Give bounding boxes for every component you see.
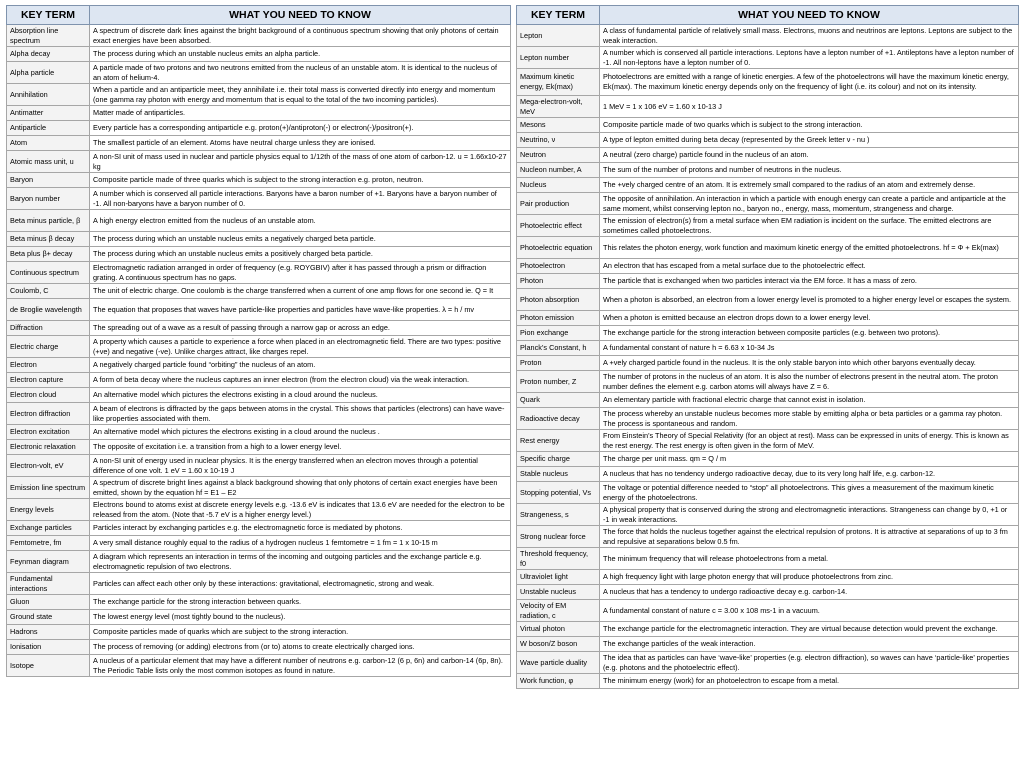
glossary-row bbox=[517, 467, 1019, 482]
definition-cell: The process during which an unstable nucleus emits a positively charged beta particle. bbox=[90, 247, 511, 262]
definition-cell: A class of fundamental particle of relatively small mass. Electrons, muons and neutrinos are leptons. Leptons are subject to the weak interaction. bbox=[600, 25, 1019, 47]
definition-cell: Particles can affect each other only by these interactions: gravitational, electromagnetic, strong and weak. bbox=[90, 573, 511, 595]
term-cell: Femtometre, fm bbox=[7, 536, 90, 551]
definition-cell: The unit of electric charge. One coulomb is the charge transferred when a current of one amp flows for one second ie. Q = It bbox=[90, 284, 511, 299]
glossary-row bbox=[517, 133, 1019, 148]
glossary-row bbox=[517, 622, 1019, 637]
term-cell: Photon absorption bbox=[517, 289, 600, 311]
term-cell: Stable nucleus bbox=[517, 467, 600, 482]
glossary-row bbox=[517, 311, 1019, 326]
definition-cell: A high frequency light with large photon energy that will produce photoelectrons from zinc. bbox=[600, 570, 1019, 585]
definition-cell: A property which causes a particle to experience a force when placed in an electromagnetic field. There are two types: positive (+ve) and negative (-ve). Unlike charges attract, like charges repel. bbox=[90, 336, 511, 358]
term-cell: Energy levels bbox=[7, 499, 90, 521]
glossary-row bbox=[7, 136, 511, 151]
glossary-row bbox=[7, 551, 511, 573]
glossary-row bbox=[517, 148, 1019, 163]
term-cell: Electron capture bbox=[7, 373, 90, 388]
glossary-row bbox=[7, 440, 511, 455]
term-cell: Electron-volt, eV bbox=[7, 455, 90, 477]
definition-cell: This relates the photon energy, work function and maximum kinetic energy of the emitted photoelectrons. hf = Φ + Ek(max) bbox=[600, 237, 1019, 259]
definition-cell: The process during which an unstable nucleus emits an alpha particle. bbox=[90, 47, 511, 62]
definition-cell: A type of lepton emitted during beta decay (represented by the Greek letter ν - nu ) bbox=[600, 133, 1019, 148]
definition-cell: The process of removing (or adding) electrons from (or to) atoms to create electrically charged ions. bbox=[90, 640, 511, 655]
glossary-row bbox=[517, 452, 1019, 467]
term-cell: Mega-electron-volt, MeV bbox=[517, 96, 600, 118]
definition-cell: A nucleus that has a tendency to undergo radioactive decay e.g. carbon-14. bbox=[600, 585, 1019, 600]
glossary-row bbox=[517, 237, 1019, 259]
definition-cell: The minimum frequency that will release photoelectrons from a metal. bbox=[600, 548, 1019, 570]
glossary-row bbox=[7, 25, 511, 47]
definition-cell: A nucleus of a particular element that may have a different number of neutrons e.g. carbon-12 (6 p, 6n) and carbon-14 (6p, 8n). The Periodic Table lists only the most common isotopes as found in nature. bbox=[90, 655, 511, 677]
definition-cell: Composite particles made of quarks which are subject to the strong interaction. bbox=[90, 625, 511, 640]
definition-cell: The idea that as particles can have ‘wave-like’ properties (e.g. electron diffraction), so waves can have ‘particle-like’ properties (e.g. photons and the photoelectric effect). bbox=[600, 652, 1019, 674]
definition-cell: When a particle and an antiparticle meet, they annihilate i.e. their total mass is converted directly into energy and momentum (one gamma ray photon with energy and momentum that is equal to the total of the two incoming particles). bbox=[90, 84, 511, 106]
definition-cell: A negatively charged particle found “orbiting” the nucleus of an atom. bbox=[90, 358, 511, 373]
definition-cell: The charge per unit mass. qm = Q / m bbox=[600, 452, 1019, 467]
term-cell: Neutrino, ν bbox=[517, 133, 600, 148]
definition-cell: An alternative model which pictures the electrons existing in a cloud around the nucleus . bbox=[90, 425, 511, 440]
definition-cell: The minimum energy (work) for an photoelectron to escape from a metal. bbox=[600, 674, 1019, 689]
definition-cell: The number of protons in the nucleus of an atom. It is also the number of electrons present in the neutral atom. The proton number defines the element e.g. carbon atoms will always have Z = 6. bbox=[600, 371, 1019, 393]
definition-cell: Composite particle made of two quarks which is subject to the strong interaction. bbox=[600, 118, 1019, 133]
definition-cell: A non-SI unit of mass used in nuclear and particle physics equal to 1/12th of the mass of one atom of carbon-12. u = 1.66x10-27 kg bbox=[90, 151, 511, 173]
term-cell: Beta plus β+ decay bbox=[7, 247, 90, 262]
definition-cell: A neutral (zero charge) particle found in the nucleus of an atom. bbox=[600, 148, 1019, 163]
glossary-row bbox=[517, 118, 1019, 133]
term-cell: Annihilation bbox=[7, 84, 90, 106]
glossary-row bbox=[7, 536, 511, 551]
term-cell: Beta minus particle, β bbox=[7, 210, 90, 232]
what-you-need-to-know-header: WHAT YOU NEED TO KNOW bbox=[600, 6, 1019, 25]
term-cell: Photon bbox=[517, 274, 600, 289]
glossary-row bbox=[7, 610, 511, 625]
left-glossary-panel bbox=[6, 5, 511, 677]
term-cell: Virtual photon bbox=[517, 622, 600, 637]
glossary-row bbox=[517, 408, 1019, 430]
term-cell: Fundamental interactions bbox=[7, 573, 90, 595]
right-glossary-body bbox=[517, 25, 1019, 689]
glossary-row bbox=[7, 373, 511, 388]
term-cell: Ultraviolet light bbox=[517, 570, 600, 585]
term-cell: Gluon bbox=[7, 595, 90, 610]
term-cell: Diffraction bbox=[7, 321, 90, 336]
glossary-row bbox=[517, 289, 1019, 311]
term-cell: Atomic mass unit, u bbox=[7, 151, 90, 173]
glossary-row bbox=[7, 173, 511, 188]
definition-cell: When a photon is emitted because an electron drops down to a lower energy level. bbox=[600, 311, 1019, 326]
glossary-row bbox=[7, 499, 511, 521]
definition-cell: An electron that has escaped from a metal surface due to the photoelectric effect. bbox=[600, 259, 1019, 274]
glossary-row bbox=[7, 84, 511, 106]
definition-cell: A form of beta decay where the nucleus captures an inner electron (from the electron cloud) via the weak interaction. bbox=[90, 373, 511, 388]
term-cell: Specific charge bbox=[517, 452, 600, 467]
glossary-row bbox=[7, 640, 511, 655]
term-cell: Velocity of EM radiation, c bbox=[517, 600, 600, 622]
glossary-row bbox=[7, 121, 511, 136]
glossary-row bbox=[517, 393, 1019, 408]
glossary-row bbox=[7, 358, 511, 373]
glossary-row bbox=[517, 371, 1019, 393]
term-cell: Electron cloud bbox=[7, 388, 90, 403]
definition-cell: The force that holds the nucleus together against the electrical repulsion of protons. It is attractive at separations of up to 3 fm and repulsive at separations below 0.5 fm. bbox=[600, 526, 1019, 548]
glossary-row bbox=[517, 356, 1019, 371]
glossary-row bbox=[517, 482, 1019, 504]
definition-cell: From Einstein’s Theory of Special Relativity (for an object at rest). Mass can be expressed in units of energy. This is known as the rest energy. The rest energy is often given in the form of MeV. bbox=[600, 430, 1019, 452]
term-cell: Planck’s Constant, h bbox=[517, 341, 600, 356]
definition-cell: When a photon is absorbed, an electron from a lower energy level is promoted to a higher energy level or escapes the system. bbox=[600, 289, 1019, 311]
glossary-row bbox=[7, 106, 511, 121]
term-cell: Photon emission bbox=[517, 311, 600, 326]
definition-cell: Electromagnetic radiation arranged in order of frequency (e.g. ROYGBIV) after it has passed through a prism or diffraction grating. A continuous spectrum has no gaps. bbox=[90, 262, 511, 284]
term-cell: Coulomb, C bbox=[7, 284, 90, 299]
glossary-row bbox=[517, 637, 1019, 652]
definition-cell: The equation that proposes that waves have particle-like properties and particles have wave-like properties. λ = h / mv bbox=[90, 299, 511, 321]
key-term-header: KEY TERM bbox=[517, 6, 600, 25]
definition-cell: A very small distance roughly equal to the radius of a hydrogen nucleus 1 femtometre = 1 fm = 1 x 10-15 m bbox=[90, 536, 511, 551]
definition-cell: A fundamental constant of nature h = 6.63 x 10-34 Js bbox=[600, 341, 1019, 356]
glossary-row bbox=[7, 425, 511, 440]
definition-cell: The exchange particle for the strong interaction between quarks. bbox=[90, 595, 511, 610]
glossary-row bbox=[517, 341, 1019, 356]
definition-cell: The +vely charged centre of an atom. It is extremely small compared to the radius of an atom and extremely dense. bbox=[600, 178, 1019, 193]
definition-cell: The lowest energy level (most tightly bound to the nucleus). bbox=[90, 610, 511, 625]
term-cell: Continuous spectrum bbox=[7, 262, 90, 284]
definition-cell: A nucleus that has no tendency undergo radioactive decay, due to its very long half life, e.g. carbon-12. bbox=[600, 467, 1019, 482]
term-cell: Electron diffraction bbox=[7, 403, 90, 425]
term-cell: Electric charge bbox=[7, 336, 90, 358]
term-cell: Exchange particles bbox=[7, 521, 90, 536]
glossary-row bbox=[7, 403, 511, 425]
term-cell: Neutron bbox=[517, 148, 600, 163]
glossary-row bbox=[7, 299, 511, 321]
definition-cell: The exchange particle for the electromagnetic interaction. They are virtual because detection would prevent the exchange. bbox=[600, 622, 1019, 637]
term-cell: Photoelectric effect bbox=[517, 215, 600, 237]
glossary-row bbox=[7, 247, 511, 262]
glossary-row bbox=[7, 188, 511, 210]
definition-cell: The opposite of annihilation. An interaction in which a particle with enough energy can create a particle and antiparticle at the same moment, whilst conserving lepton no., baryon no., energy, mass, momentum, strangeness and charge. bbox=[600, 193, 1019, 215]
glossary-row bbox=[7, 151, 511, 173]
term-cell: Ground state bbox=[7, 610, 90, 625]
term-cell: Strong nuclear force bbox=[517, 526, 600, 548]
glossary-row bbox=[517, 526, 1019, 548]
glossary-row bbox=[7, 62, 511, 84]
glossary-row bbox=[517, 430, 1019, 452]
glossary-row bbox=[7, 388, 511, 403]
glossary-row bbox=[7, 455, 511, 477]
glossary-row bbox=[7, 210, 511, 232]
term-cell: Pion exchange bbox=[517, 326, 600, 341]
definition-cell: The sum of the number of protons and number of neutrons in the nucleus. bbox=[600, 163, 1019, 178]
term-cell: Beta minus β decay bbox=[7, 232, 90, 247]
definition-cell: A number which is conserved all particle interactions. Baryons have a baron number of +1. Baryons have a baryon number of -1. All non-baryons have a baryon number of 0. bbox=[90, 188, 511, 210]
glossary-row bbox=[517, 674, 1019, 689]
term-cell: Proton bbox=[517, 356, 600, 371]
definition-cell: A +vely charged particle found in the nucleus. It is the only stable baryon into which other baryons eventually decay. bbox=[600, 356, 1019, 371]
term-cell: Hadrons bbox=[7, 625, 90, 640]
definition-cell: The process during which an unstable nucleus emits a negatively charged beta particle. bbox=[90, 232, 511, 247]
term-cell: Baryon number bbox=[7, 188, 90, 210]
definition-cell: Every particle has a corresponding antiparticle e.g. proton(+)/antiproton(-) or electron(-)/positron(+). bbox=[90, 121, 511, 136]
glossary-row bbox=[7, 336, 511, 358]
term-cell: Photoelectric equation bbox=[517, 237, 600, 259]
glossary-row bbox=[517, 274, 1019, 289]
glossary-row bbox=[517, 25, 1019, 47]
term-cell: Quark bbox=[517, 393, 600, 408]
definition-cell: An elementary particle with fractional electric charge that cannot exist in isolation. bbox=[600, 393, 1019, 408]
term-cell: Lepton bbox=[517, 25, 600, 47]
right-glossary-panel bbox=[516, 5, 1019, 689]
definition-cell: The opposite of excitation i.e. a transition from a high to a lower energy level. bbox=[90, 440, 511, 455]
term-cell: Threshold frequency, f0 bbox=[517, 548, 600, 570]
glossary-row bbox=[7, 232, 511, 247]
left-header-row bbox=[7, 6, 511, 25]
term-cell: Alpha decay bbox=[7, 47, 90, 62]
glossary-row bbox=[7, 655, 511, 677]
term-cell: Photoelectron bbox=[517, 259, 600, 274]
term-cell: Baryon bbox=[7, 173, 90, 188]
term-cell: Maximum kinetic energy, Ek(max) bbox=[517, 69, 600, 96]
definition-cell: 1 MeV = 1 x 106 eV = 1.60 x 10-13 J bbox=[600, 96, 1019, 118]
definition-cell: A diagram which represents an interaction in terms of the incoming and outgoing particles and the exchange particle e.g. electromagnetic repulsion of two electrons. bbox=[90, 551, 511, 573]
definition-cell: A fundamental constant of nature c = 3.00 x 108 ms-1 in a vacuum. bbox=[600, 600, 1019, 622]
glossary-row bbox=[517, 652, 1019, 674]
term-cell: Emission line spectrum bbox=[7, 477, 90, 499]
term-cell: Mesons bbox=[517, 118, 600, 133]
term-cell: Antimatter bbox=[7, 106, 90, 121]
glossary-row bbox=[7, 625, 511, 640]
glossary-row bbox=[517, 178, 1019, 193]
term-cell: Proton number, Z bbox=[517, 371, 600, 393]
definition-cell: The spreading out of a wave as a result of passing through a narrow gap or across an edge. bbox=[90, 321, 511, 336]
glossary-row bbox=[517, 548, 1019, 570]
glossary-row bbox=[7, 321, 511, 336]
definition-cell: A particle made of two protons and two neutrons emitted from the nucleus of an unstable atom. It is identical to the nucleus of an atom of helium-4. bbox=[90, 62, 511, 84]
key-term-header: KEY TERM bbox=[7, 6, 90, 25]
glossary-row bbox=[517, 47, 1019, 69]
term-cell: Ionisation bbox=[7, 640, 90, 655]
glossary-row bbox=[517, 326, 1019, 341]
term-cell: Electron bbox=[7, 358, 90, 373]
glossary-row bbox=[517, 585, 1019, 600]
term-cell: Pair production bbox=[517, 193, 600, 215]
glossary-row bbox=[7, 47, 511, 62]
term-cell: Atom bbox=[7, 136, 90, 151]
glossary-row bbox=[7, 595, 511, 610]
glossary-row bbox=[7, 284, 511, 299]
glossary-row bbox=[517, 193, 1019, 215]
term-cell: Unstable nucleus bbox=[517, 585, 600, 600]
glossary-row bbox=[7, 521, 511, 536]
term-cell: Radioactive decay bbox=[517, 408, 600, 430]
term-cell: Antiparticle bbox=[7, 121, 90, 136]
definition-cell: The exchange particles of the weak interaction. bbox=[600, 637, 1019, 652]
definition-cell: A non-SI unit of energy used in nuclear physics. It is the energy transferred when an electron moves through a potential difference of one volt. 1 eV = 1.60 x 10-19 J bbox=[90, 455, 511, 477]
term-cell: W boson/Z boson bbox=[517, 637, 600, 652]
glossary-row bbox=[517, 504, 1019, 526]
term-cell: Rest energy bbox=[517, 430, 600, 452]
glossary-row bbox=[517, 96, 1019, 118]
term-cell: de Broglie wavelength bbox=[7, 299, 90, 321]
glossary-row bbox=[517, 215, 1019, 237]
term-cell: Feynman diagram bbox=[7, 551, 90, 573]
definition-cell: The emission of electron(s) from a metal surface when EM radiation is incident on the surface. The emitted electrons are sometimes called photoelectrons. bbox=[600, 215, 1019, 237]
term-cell: Nucleon number, A bbox=[517, 163, 600, 178]
term-cell: Lepton number bbox=[517, 47, 600, 69]
right-glossary-table bbox=[516, 5, 1019, 689]
glossary-row bbox=[517, 570, 1019, 585]
definition-cell: Matter made of antiparticles. bbox=[90, 106, 511, 121]
what-you-need-to-know-header: WHAT YOU NEED TO KNOW bbox=[90, 6, 511, 25]
term-cell: Electron excitation bbox=[7, 425, 90, 440]
term-cell: Wave particle duality bbox=[517, 652, 600, 674]
term-cell: Absorption line spectrum bbox=[7, 25, 90, 47]
glossary-row bbox=[517, 163, 1019, 178]
left-glossary-table bbox=[6, 5, 511, 677]
definition-cell: A number which is conserved all particle interactions. Leptons have a lepton number of +1. Antileptons have a lepton number of -1. All non-leptons have a lepton number of 0. bbox=[600, 47, 1019, 69]
term-cell: Work function, φ bbox=[517, 674, 600, 689]
glossary-row bbox=[7, 573, 511, 595]
definition-cell: The particle that is exchanged when two particles interact via the EM force. It has a mass of zero. bbox=[600, 274, 1019, 289]
term-cell: Strangeness, s bbox=[517, 504, 600, 526]
definition-cell: A spectrum of discrete bright lines against a black background showing that only photons of certain exact energies have been emitted, shown by the equation hf = E1 – E2 bbox=[90, 477, 511, 499]
definition-cell: The voltage or potential difference needed to “stop” all photoelectrons. This gives a measurement of the maximum kinetic energy of the photoelectrons. bbox=[600, 482, 1019, 504]
definition-cell: The exchange particle for the strong interaction between composite particles (e.g. between two protons). bbox=[600, 326, 1019, 341]
term-cell: Stopping potential, Vs bbox=[517, 482, 600, 504]
definition-cell: Electrons bound to atoms exist at discrete energy levels e.g. -13.6 eV is indicates that 13.6 eV are needed for the electron to be released from the atom. (Note that -5.7 eV is a higher energy level.) bbox=[90, 499, 511, 521]
left-glossary-body bbox=[7, 25, 511, 677]
right-header-row bbox=[517, 6, 1019, 25]
definition-cell: A high energy electron emitted from the nucleus of an unstable atom. bbox=[90, 210, 511, 232]
definition-cell: A spectrum of discrete dark lines against the bright background of a continuous spectrum showing that only photons of certain exact energies have been absorbed. bbox=[90, 25, 511, 47]
definition-cell: Particles interact by exchanging particles e.g. the electromagnetic force is mediated by photons. bbox=[90, 521, 511, 536]
definition-cell: Composite particle made of three quarks which is subject to the strong interaction e.g. proton, neutron. bbox=[90, 173, 511, 188]
definition-cell: A physical property that is conserved during the strong and electromagnetic interactions. Strangeness can change by 0, +1 or -1 in weak interactions. bbox=[600, 504, 1019, 526]
term-cell: Isotope bbox=[7, 655, 90, 677]
definition-cell: The smallest particle of an element. Atoms have neutral charge unless they are ionised. bbox=[90, 136, 511, 151]
glossary-row bbox=[517, 600, 1019, 622]
glossary-row bbox=[517, 69, 1019, 96]
term-cell: Alpha particle bbox=[7, 62, 90, 84]
glossary-row bbox=[517, 259, 1019, 274]
definition-cell: A beam of electrons is diffracted by the gaps between atoms in the crystal. This shows that particles (electrons) can have wave-like properties associated with them. bbox=[90, 403, 511, 425]
definition-cell: The process whereby an unstable nucleus becomes more stable by emitting alpha or beta particles or a gamma ray photon. The process is spontaneous and random. bbox=[600, 408, 1019, 430]
definition-cell: Photoelectrons are emitted with a range of kinetic energies. A few of the photoelectrons will have the maximum kinetic energy, Ek(max). The maximum kinetic energy depends only on the frequency of light (i.e. its colour) and not on its intensity. bbox=[600, 69, 1019, 96]
glossary-row bbox=[7, 477, 511, 499]
definition-cell: An alternative model which pictures the electrons existing in a cloud around the nucleus. bbox=[90, 388, 511, 403]
glossary-row bbox=[7, 262, 511, 284]
term-cell: Electronic relaxation bbox=[7, 440, 90, 455]
term-cell: Nucleus bbox=[517, 178, 600, 193]
